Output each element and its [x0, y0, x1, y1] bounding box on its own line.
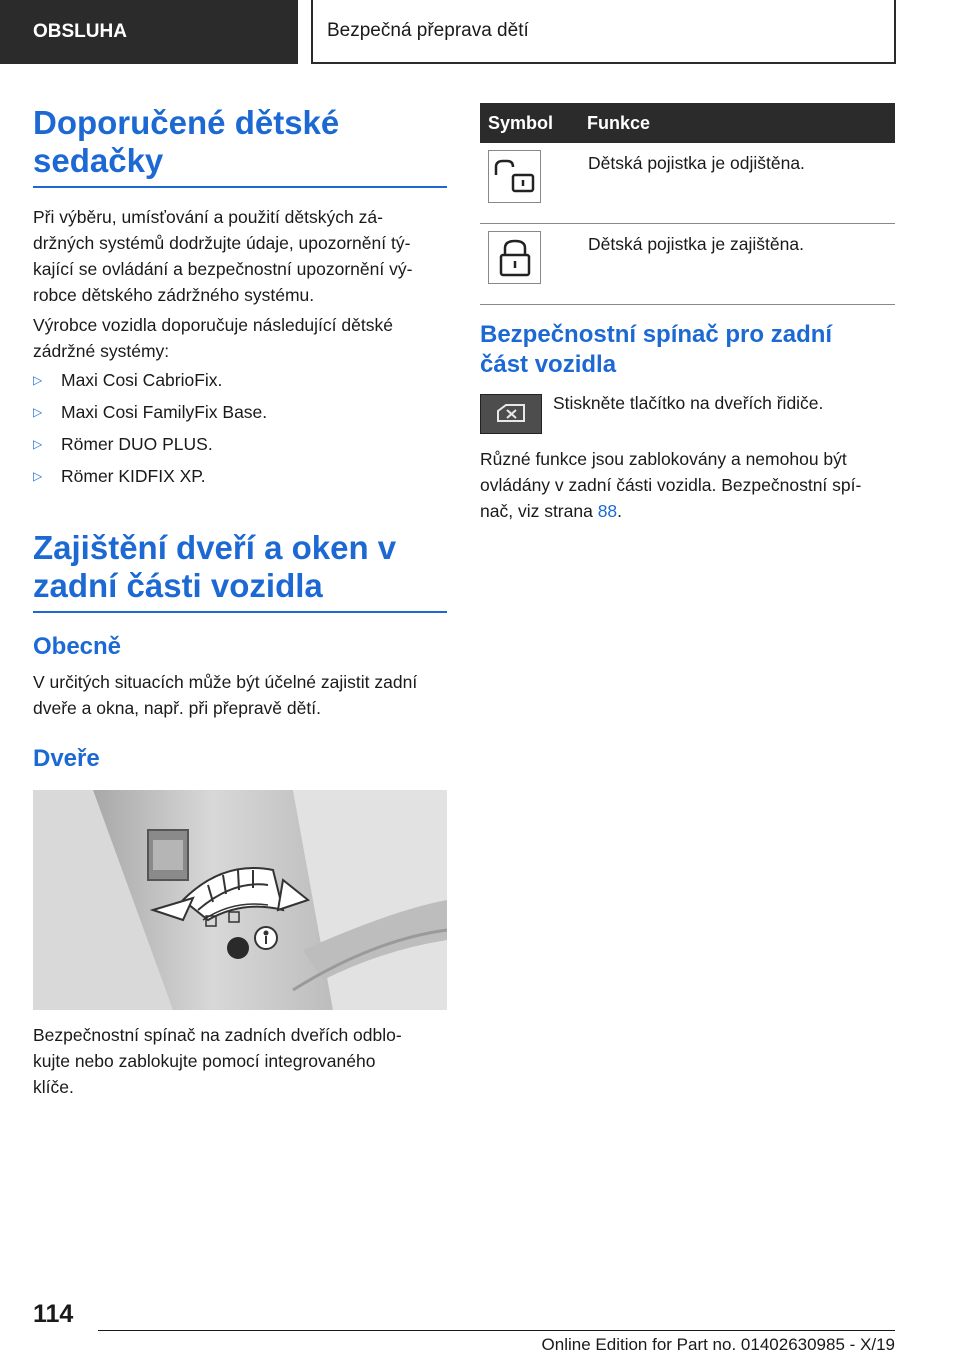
window-lock-button-icon — [480, 394, 542, 434]
function-text: Dětská pojistka je zajištěna. — [587, 224, 895, 305]
switch-paragraph: Různé funkce jsou zablokovány a nemohou být ovládány v zadní části vozidla. Bezpečnostní spí- nač, viz strana 88. — [480, 449, 862, 521]
seats-paragraph-2: Výrobce vozidla doporučuje následující dětské zádržné systémy: — [33, 315, 393, 361]
list-item: ▷ Römer DUO PLUS. — [33, 431, 213, 457]
heading-recommended-seats: Doporučené dětské sedačky — [33, 104, 447, 188]
footer-divider — [98, 1330, 895, 1331]
general-paragraph: V určitých situacích může být účelné zajistit zadní dveře a okna, např. při přepravě dětí. — [33, 672, 418, 718]
list-item: ▷ Maxi Cosi CabrioFix. — [33, 367, 222, 393]
page-number: 114 — [33, 1300, 74, 1328]
heading-rear-safety-switch: Bezpečnostní spínač pro zadní část vozidla — [480, 321, 833, 378]
table-row — [480, 224, 895, 305]
chapter-header — [311, 0, 896, 64]
heading-door-window-lock: Zajištění dveří a oken v zadní části vozidla — [33, 529, 447, 613]
heading-general: Obecně — [33, 633, 122, 660]
section-label: OBSLUHA — [33, 21, 127, 42]
col-symbol-header: Symbol — [480, 103, 587, 143]
button-instruction: Stiskněte tlačítko na dveřích řidiče. — [553, 393, 824, 413]
triangle-bullet-icon: ▷ — [33, 469, 43, 483]
page-reference-link[interactable]: 88 — [597, 501, 618, 521]
door-switch-illustration — [33, 790, 447, 1010]
triangle-bullet-icon: ▷ — [33, 405, 43, 419]
photo-caption: Bezpečnostní spínač na zadních dveřích odblo- kujte nebo zablokujte pomocí integrovaného klíče. — [33, 1025, 402, 1097]
table-row — [480, 143, 895, 224]
function-text: Dětská pojistka je odjištěna. — [587, 143, 895, 224]
locked-padlock-icon — [488, 231, 541, 284]
door-lock-photo — [33, 790, 447, 1010]
col-function-header: Funkce — [587, 103, 895, 143]
triangle-bullet-icon: ▷ — [33, 437, 43, 451]
section-tab — [0, 0, 298, 64]
heading-doors: Dveře — [33, 745, 100, 772]
list-item: ▷ Maxi Cosi FamilyFix Base. — [33, 399, 267, 425]
chapter-label: Bezpečná přeprava dětí — [327, 20, 529, 41]
list-item: ▷ Römer KIDFIX XP. — [33, 463, 206, 489]
triangle-bullet-icon: ▷ — [33, 373, 43, 387]
edition-note: Online Edition for Part no. 01402630985 - X/19 — [541, 1335, 895, 1354]
seats-paragraph-1: Při výběru, umísťování a použití dětských zá- držných systémů dodržujte údaje, upozornění tý- kající se ovládání a bezpečnostní upozornění vý- robce dětského zádržného systému. — [33, 207, 413, 305]
symbol-table — [480, 103, 895, 305]
unlocked-padlock-icon — [488, 150, 541, 203]
